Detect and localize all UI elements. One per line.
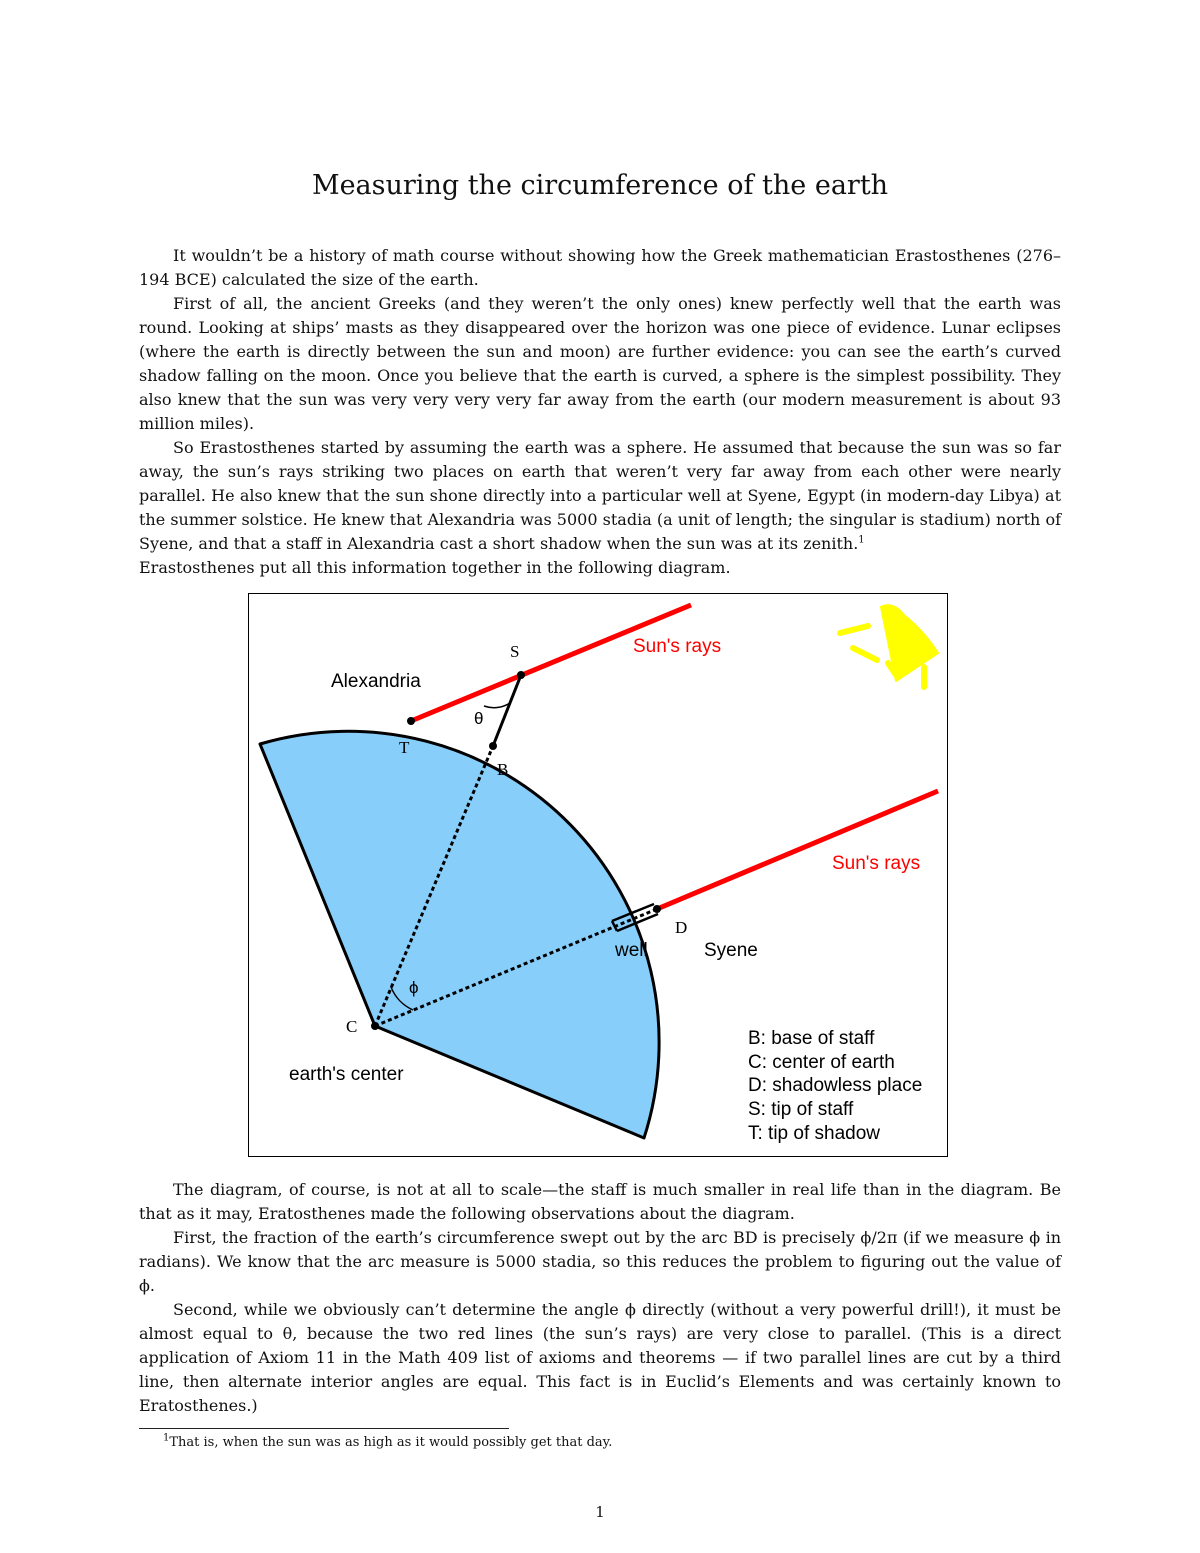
phi-label: ϕ (409, 978, 419, 997)
point-s-label: S (510, 642, 520, 661)
page-number: 1 (595, 1503, 605, 1521)
point-t-label: T (399, 738, 410, 757)
sun-rays-bottom-label: Sun's rays (832, 853, 921, 874)
legend (748, 1028, 922, 1144)
footnote-number: 1 (163, 1432, 170, 1444)
footnote (139, 1434, 1085, 1452)
theta-arc (484, 703, 510, 708)
earth-center-label: earth's center (289, 1064, 404, 1085)
syene-label: Syene (704, 940, 758, 961)
point-b-label: B (497, 760, 509, 779)
point-d-label: D (675, 918, 688, 937)
legend-item: D: shadowless place (748, 1075, 923, 1096)
paragraph: It wouldn’t be a history of math course without showing how the Greek mathematician Erastosthenes (276–194 BCE) calculated the size of the earth. (139, 246, 1061, 289)
well-label: well (615, 940, 648, 961)
legend-item: S: tip of staff (748, 1099, 854, 1120)
intro-text (139, 244, 1061, 580)
sun-ray-bottom (657, 791, 938, 909)
theta-label: θ (474, 709, 484, 728)
point-c-label: C (346, 1017, 358, 1036)
eratosthenes-diagram (248, 593, 948, 1157)
legend-item: B: base of staff (748, 1028, 875, 1049)
point-b-dot (489, 742, 497, 750)
footnote-text: That is, when the sun was as high as it would possibly get that day. (169, 1435, 613, 1450)
paragraph: Second, while we obviously can’t determine the angle ϕ directly (without a very powerful drill!), it must be almost equal to θ, because the two red lines (the sun’s rays) are very close to parallel. (This is a direct application of Axiom 11 in the Math 409 list of axioms and theorems — if two parallel lines are cut by a third line, then alternate interior angles are equal. This fact is in Euclid’s Elements and was certainly known to Eratosthenes.) (139, 1300, 1061, 1415)
analysis-text (139, 1178, 1061, 1418)
footnote-divider (139, 1428, 509, 1429)
paragraph: The diagram, of course, is not at all to scale—the staff is much smaller in real life than in the diagram. Be that as it may, Eratosthenes made the following observations about the diagram. (139, 1180, 1061, 1223)
paragraph-text: So Erastosthenes started by assuming the earth was a sphere. He assumed that because the sun was so far away, the sun’s rays striking two places on earth that weren’t very far away from each other were nearly parallel. He also knew that the sun shone directly into a particular well at Syene, Egypt (in modern-day Libya) at the summer solstice. He knew that Alexandria was 5000 stadia (a unit of length; the singular is stadium) north of Syene, and that a staff in Alexandria cast a short shadow when the sun was at its zenith. (139, 438, 1061, 553)
point-t-dot (407, 717, 415, 725)
legend-item: C: center of earth (748, 1052, 895, 1073)
paragraph: First of all, the ancient Greeks (and they weren’t the only ones) knew perfectly well that the earth was round. Looking at ships’ masts as they disappeared over the horizon was one piece of evidence. Lunar eclipses (where the earth is directly between the sun and moon) are further evidence: you can see the earth’s curved shadow falling on the moon. Once you believe that the earth is curved, a sphere is the simplest possibility. They also knew that the sun was very very very very far away from the earth (our modern measurement is about 93 million miles). (139, 294, 1061, 433)
paragraph: Erastosthenes put all this information together in the following diagram. (139, 558, 731, 577)
sun-rays-top-label: Sun's rays (633, 636, 722, 657)
footnote-marker: 1 (858, 534, 865, 546)
point-d-dot (653, 905, 661, 913)
legend-item: T: tip of shadow (748, 1123, 881, 1144)
point-c-dot (371, 1022, 379, 1030)
paragraph: First, the fraction of the earth’s circumference swept out by the arc BD is precisely ϕ/2π (if we measure ϕ in radians). We know that the arc measure is 5000 stadia, so this reduces the problem to figuring out the value of ϕ. (139, 1228, 1061, 1295)
sun-ray-top (411, 605, 691, 721)
page-title: Measuring the circumference of the earth (311, 170, 889, 201)
paragraph (139, 436, 1061, 556)
point-s-dot (517, 671, 525, 679)
alexandria-label: Alexandria (331, 671, 421, 692)
sun-icon (840, 605, 938, 687)
